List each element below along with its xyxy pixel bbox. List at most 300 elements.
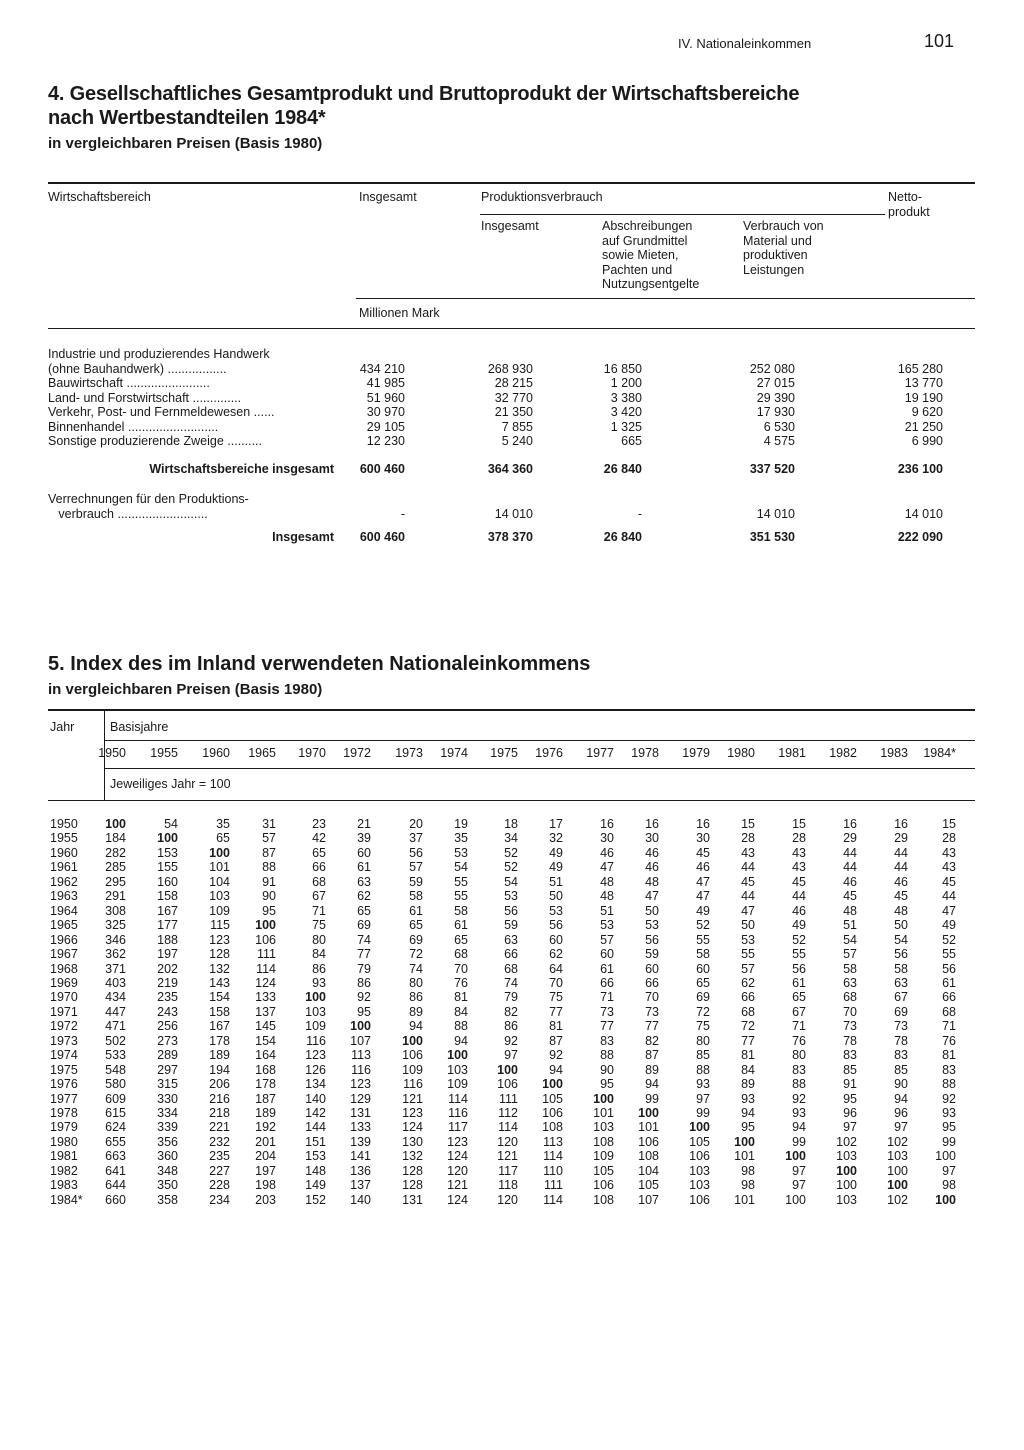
table5-cell: 48 bbox=[843, 903, 857, 918]
table5-cell: 92 bbox=[504, 1033, 518, 1048]
table5-cell: 108 bbox=[638, 1149, 659, 1164]
table4-cell: 3 420 bbox=[610, 405, 642, 419]
table5-cell: 72 bbox=[696, 1004, 710, 1019]
table5-cell: 62 bbox=[741, 975, 755, 990]
table5-cell: 83 bbox=[942, 1062, 956, 1077]
table5-cell: 97 bbox=[843, 1120, 857, 1135]
base-year-header: 1978 bbox=[631, 746, 659, 760]
table5-cell: 104 bbox=[638, 1163, 659, 1178]
table5-cell: 93 bbox=[696, 1077, 710, 1092]
table5-cell: 58 bbox=[843, 961, 857, 976]
table5-cell: 16 bbox=[696, 817, 710, 831]
table5-cell: 330 bbox=[157, 1091, 178, 1106]
table5-cell: 106 bbox=[542, 1106, 563, 1120]
table5-cell: 206 bbox=[209, 1077, 230, 1092]
table5-cell: 55 bbox=[454, 889, 468, 904]
table5-cell: 143 bbox=[209, 975, 230, 990]
table5-cell: 59 bbox=[645, 947, 659, 962]
table5-cell: 88 bbox=[600, 1048, 614, 1063]
table5-cell: 58 bbox=[894, 961, 908, 976]
table5-row-year: 1966 bbox=[50, 932, 78, 947]
table5-cell: 30 bbox=[645, 831, 659, 846]
table5-row-year: 1978 bbox=[50, 1106, 78, 1120]
table5-cell: 30 bbox=[696, 831, 710, 846]
table5-cell: 152 bbox=[305, 1192, 326, 1207]
table5-subtitle: in vergleichbaren Preisen (Basis 1980) bbox=[48, 681, 323, 698]
table5-cell: 52 bbox=[504, 845, 518, 860]
table5-cell: 120 bbox=[447, 1163, 468, 1178]
table5-cell: 47 bbox=[741, 903, 755, 918]
table5-cell: 362 bbox=[105, 947, 126, 962]
table5-row-year: 1969 bbox=[50, 975, 78, 990]
table5-cell: 95 bbox=[357, 1004, 371, 1019]
table5-cell: 105 bbox=[593, 1163, 614, 1178]
table5-cell: 153 bbox=[305, 1149, 326, 1164]
table5-cell: 198 bbox=[255, 1178, 276, 1193]
table5-row-year: 1980 bbox=[50, 1134, 78, 1149]
table5-cell: 100 bbox=[785, 1149, 806, 1164]
base-year-header: 1973 bbox=[395, 746, 423, 760]
table5-cell: 45 bbox=[741, 874, 755, 889]
table5-cell: 53 bbox=[504, 889, 518, 904]
table5-row-year: 1975 bbox=[50, 1062, 78, 1077]
table4-row-label: Insgesamt bbox=[272, 530, 334, 544]
table5-cell: 68 bbox=[843, 990, 857, 1005]
table5-cell: 77 bbox=[357, 947, 371, 962]
table5-cell: 65 bbox=[696, 975, 710, 990]
table5-cell: 235 bbox=[157, 990, 178, 1005]
table5-cell: 45 bbox=[696, 845, 710, 860]
table5-cell: 334 bbox=[157, 1106, 178, 1120]
table5-cell: 158 bbox=[209, 1004, 230, 1019]
table5-cell: 137 bbox=[255, 1004, 276, 1019]
table4-cell: 252 080 bbox=[749, 361, 795, 376]
table5-cell: 55 bbox=[696, 932, 710, 947]
table5-cell: 83 bbox=[843, 1048, 857, 1063]
table5-cell: 194 bbox=[209, 1062, 230, 1077]
table5-cell: 95 bbox=[262, 903, 276, 918]
table5-cell: 17 bbox=[549, 817, 563, 831]
table5-cell: 103 bbox=[836, 1149, 857, 1164]
table5-cell: 73 bbox=[645, 1004, 659, 1019]
table5-row-year: 1968 bbox=[50, 961, 78, 976]
table5-cell: 35 bbox=[216, 817, 230, 831]
table5-cell: 100 bbox=[350, 1019, 371, 1034]
table5-cell: 89 bbox=[409, 1004, 423, 1019]
table5-row-year: 1974 bbox=[50, 1048, 78, 1063]
table5-cell: 87 bbox=[262, 845, 276, 860]
table4-cell: 378 370 bbox=[487, 530, 533, 544]
table5-cell: 46 bbox=[645, 845, 659, 860]
table5-cell: 75 bbox=[696, 1019, 710, 1034]
table5-cell: 39 bbox=[357, 831, 371, 846]
table5-cell: 144 bbox=[305, 1120, 326, 1135]
table5-cell: 76 bbox=[942, 1033, 956, 1048]
table5-cell: 131 bbox=[350, 1106, 371, 1120]
table5-cell: 100 bbox=[734, 1134, 755, 1149]
table5-cell: 111 bbox=[256, 947, 276, 962]
table5-basis-rule bbox=[105, 740, 975, 741]
table5-cell: 50 bbox=[741, 918, 755, 933]
table4-cell: 28 215 bbox=[494, 376, 533, 390]
table5-cell: 16 bbox=[894, 817, 908, 831]
table5-cell: 60 bbox=[357, 845, 371, 860]
table5-cell: 28 bbox=[942, 831, 956, 846]
table5-cell: 67 bbox=[792, 1004, 806, 1019]
table4-title bbox=[48, 82, 808, 130]
table4-cell: 12 230 bbox=[366, 434, 405, 448]
table5-cell: 167 bbox=[157, 903, 178, 918]
table5-cell: 66 bbox=[504, 947, 518, 962]
table5-cell: 60 bbox=[696, 961, 710, 976]
table5-cell: 121 bbox=[447, 1178, 468, 1193]
table5-cell: 79 bbox=[504, 990, 518, 1005]
table5-cell: 184 bbox=[105, 831, 126, 846]
base-year-header: 1972 bbox=[343, 746, 371, 760]
base-year-header: 1976 bbox=[535, 746, 563, 760]
table5-cell: 20 bbox=[409, 817, 423, 831]
table5-cell: 94 bbox=[741, 1106, 755, 1120]
table5-cell: 15 bbox=[942, 817, 956, 831]
table5-cell: 140 bbox=[350, 1192, 371, 1207]
table5-cell: 106 bbox=[402, 1048, 423, 1063]
table5-cell: 339 bbox=[157, 1120, 178, 1135]
table5-cell: 97 bbox=[792, 1178, 806, 1193]
table5-cell: 109 bbox=[593, 1149, 614, 1164]
table5-cell: 44 bbox=[741, 889, 755, 904]
table5-cell: 100 bbox=[689, 1120, 710, 1135]
table5-cell: 308 bbox=[105, 903, 126, 918]
table5-cell: 88 bbox=[696, 1062, 710, 1077]
table5-cell: 105 bbox=[638, 1178, 659, 1193]
table5-cell: 49 bbox=[942, 918, 956, 933]
table5-cell: 43 bbox=[942, 860, 956, 875]
table5-cell: 132 bbox=[209, 961, 230, 976]
table5-cell: 100 bbox=[593, 1091, 614, 1106]
table5-cell: 103 bbox=[305, 1004, 326, 1019]
table5-cell: 52 bbox=[696, 918, 710, 933]
table5-row-year: 1967 bbox=[50, 947, 78, 962]
table4-cell: 32 770 bbox=[494, 390, 533, 405]
table5-cell: 84 bbox=[454, 1004, 468, 1019]
table5-cell: 89 bbox=[741, 1077, 755, 1092]
table5-cell: 123 bbox=[447, 1134, 468, 1149]
base-year-header: 1982 bbox=[829, 746, 857, 760]
table5-cell: 48 bbox=[600, 889, 614, 904]
table5-cell: 45 bbox=[894, 889, 908, 904]
base-year-header: 1983 bbox=[880, 746, 908, 760]
table5-cell: 100 bbox=[497, 1062, 518, 1077]
base-year-header: 1981 bbox=[778, 746, 806, 760]
table5-cell: 51 bbox=[549, 874, 563, 889]
table5-cell: 96 bbox=[894, 1106, 908, 1120]
table5-cell: 59 bbox=[409, 874, 423, 889]
table5-cell: 15 bbox=[792, 817, 806, 831]
table5-cell: 92 bbox=[942, 1091, 956, 1106]
table5-cell: 49 bbox=[549, 845, 563, 860]
table5-row-year: 1982 bbox=[50, 1163, 78, 1178]
table5-cell: 81 bbox=[454, 990, 468, 1005]
table5-cell: 104 bbox=[209, 874, 230, 889]
table5-cell: 128 bbox=[402, 1163, 423, 1178]
table5-cell: 137 bbox=[350, 1178, 371, 1193]
table5-cell: 103 bbox=[836, 1192, 857, 1207]
table5-cell: 54 bbox=[894, 932, 908, 947]
table5-cell: 434 bbox=[105, 990, 126, 1005]
table5-cell: 356 bbox=[157, 1134, 178, 1149]
table5-cell: 94 bbox=[894, 1091, 908, 1106]
table5-row-year: 1984* bbox=[50, 1192, 83, 1207]
table4-row-label: Verkehr, Post- und Fernmeldewesen ...... bbox=[48, 405, 275, 419]
table5-cell: 95 bbox=[942, 1120, 956, 1135]
table5-cell: 65 bbox=[216, 831, 230, 846]
table5-cell: 53 bbox=[741, 932, 755, 947]
table5-cell: 325 bbox=[105, 918, 126, 933]
table5-cell: 609 bbox=[105, 1091, 126, 1106]
table5-cell: 69 bbox=[409, 932, 423, 947]
table5-cell: 129 bbox=[350, 1091, 371, 1106]
table5-cell: 142 bbox=[305, 1106, 326, 1120]
table5-cell: 43 bbox=[942, 845, 956, 860]
table5-cell: 92 bbox=[357, 990, 371, 1005]
col-header-bereich: Wirtschaftsbereich bbox=[48, 190, 151, 204]
table5-cell: 471 bbox=[105, 1019, 126, 1034]
table5-cell: 54 bbox=[843, 932, 857, 947]
base-year-header: 1980 bbox=[727, 746, 755, 760]
table5-cell: 29 bbox=[843, 831, 857, 846]
table5-cell: 201 bbox=[255, 1134, 276, 1149]
table5-cell: 60 bbox=[600, 947, 614, 962]
table5-cell: 80 bbox=[792, 1048, 806, 1063]
table5-cell: 94 bbox=[454, 1033, 468, 1048]
table5-cell: 188 bbox=[157, 932, 178, 947]
table5-cell: 111 bbox=[543, 1178, 563, 1193]
table5-cell: 54 bbox=[504, 874, 518, 889]
table5-cell: 85 bbox=[894, 1062, 908, 1077]
table5-cell: 124 bbox=[402, 1120, 423, 1135]
table5-cell: 60 bbox=[549, 932, 563, 947]
table5-row-year: 1972 bbox=[50, 1019, 78, 1034]
table5-cell: 56 bbox=[409, 845, 423, 860]
table5-cell: 77 bbox=[600, 1019, 614, 1034]
table5-cell: 97 bbox=[696, 1091, 710, 1106]
table5-row-year: 1960 bbox=[50, 845, 78, 860]
table5-cell: 116 bbox=[403, 1077, 423, 1092]
table4-subtitle: in vergleichbaren Preisen (Basis 1980) bbox=[48, 135, 323, 152]
table5-cell: 46 bbox=[600, 845, 614, 860]
table5-cell: 114 bbox=[256, 961, 276, 976]
col-header-produktionsverbrauch: Produktionsverbrauch bbox=[481, 190, 603, 204]
table4-cell: 29 105 bbox=[366, 419, 405, 434]
table5-cell: 75 bbox=[549, 990, 563, 1005]
table5-cell: 62 bbox=[549, 947, 563, 962]
table4-cell: 6 990 bbox=[911, 434, 943, 448]
table5-cell: 358 bbox=[157, 1192, 178, 1207]
table4-row-label: Industrie und produzierendes Handwerk (ohne Bauhandwerk) ................. bbox=[48, 347, 270, 376]
table5-cell: 227 bbox=[209, 1163, 230, 1178]
table5-cell: 53 bbox=[600, 918, 614, 933]
table5-cell: 61 bbox=[454, 918, 468, 933]
table5-cell: 80 bbox=[696, 1033, 710, 1048]
table5-cell: 158 bbox=[157, 889, 178, 904]
table5-cell: 28 bbox=[792, 831, 806, 846]
col-header-insgesamt: Insgesamt bbox=[359, 190, 417, 204]
table5-cell: 97 bbox=[894, 1120, 908, 1135]
table5-cell: 76 bbox=[792, 1033, 806, 1048]
table5-cell: 282 bbox=[105, 845, 126, 860]
table5-cell: 111 bbox=[498, 1091, 518, 1106]
table5-cell: 624 bbox=[105, 1120, 126, 1135]
table5-cell: 70 bbox=[645, 990, 659, 1005]
table5-cell: 83 bbox=[600, 1033, 614, 1048]
table5-cell: 533 bbox=[105, 1048, 126, 1063]
table5-cell: 68 bbox=[741, 1004, 755, 1019]
table5-cell: 106 bbox=[689, 1192, 710, 1207]
table5-cell: 80 bbox=[409, 975, 423, 990]
table5-cell: 45 bbox=[942, 874, 956, 889]
table5-cell: 64 bbox=[549, 961, 563, 976]
table5-cell: 114 bbox=[448, 1091, 468, 1106]
table5-cell: 124 bbox=[447, 1192, 468, 1207]
table5-cell: 136 bbox=[350, 1163, 371, 1178]
table5-cell: 100 bbox=[887, 1178, 908, 1193]
table5-cell: 49 bbox=[696, 903, 710, 918]
table5-cell: 315 bbox=[157, 1077, 178, 1092]
table5-cell: 204 bbox=[255, 1149, 276, 1164]
table5-cell: 74 bbox=[504, 975, 518, 990]
base-year-header: 1950 bbox=[98, 746, 126, 760]
table5-cell: 85 bbox=[843, 1062, 857, 1077]
table5-cell: 187 bbox=[255, 1091, 276, 1106]
table5-cell: 123 bbox=[305, 1048, 326, 1063]
table5-cell: 86 bbox=[409, 990, 423, 1005]
table5-cell: 99 bbox=[942, 1134, 956, 1149]
table5-cell: 47 bbox=[696, 889, 710, 904]
table5-cell: 109 bbox=[305, 1019, 326, 1034]
table5-cell: 123 bbox=[402, 1106, 423, 1120]
table5-cell: 124 bbox=[255, 975, 276, 990]
table5-cell: 49 bbox=[549, 860, 563, 875]
table5-cell: 90 bbox=[894, 1077, 908, 1092]
table5-cell: 48 bbox=[645, 874, 659, 889]
table5-cell: 74 bbox=[357, 932, 371, 947]
table5-cell: 56 bbox=[942, 961, 956, 976]
table5-cell: 70 bbox=[843, 1004, 857, 1019]
table5-cell: 101 bbox=[209, 860, 230, 875]
basisjahre-label: Basisjahre bbox=[110, 720, 169, 734]
table5-cell: 115 bbox=[210, 918, 230, 933]
table5-cell: 103 bbox=[593, 1120, 614, 1135]
table5-cell: 155 bbox=[157, 860, 178, 875]
table4-cell: 14 010 bbox=[904, 506, 943, 521]
table5-cell: 88 bbox=[454, 1019, 468, 1034]
table5-cell: 139 bbox=[350, 1134, 371, 1149]
table5-cell: 154 bbox=[255, 1033, 276, 1048]
table5-cell: 109 bbox=[209, 903, 230, 918]
table5-cell: 100 bbox=[935, 1149, 956, 1164]
base-year-header: 1977 bbox=[586, 746, 614, 760]
table5-row-year: 1965 bbox=[50, 918, 78, 933]
table5-cell: 72 bbox=[741, 1019, 755, 1034]
table5-cell: 100 bbox=[935, 1192, 956, 1207]
table5-cell: 109 bbox=[447, 1077, 468, 1092]
table5-cell: 70 bbox=[454, 961, 468, 976]
table5-cell: 78 bbox=[843, 1033, 857, 1048]
table4-cell: 236 100 bbox=[897, 462, 943, 476]
table5-cell: 93 bbox=[312, 975, 326, 990]
table5-cell: 360 bbox=[157, 1149, 178, 1164]
table5-cell: 47 bbox=[696, 874, 710, 889]
table5-cell: 67 bbox=[312, 889, 326, 904]
table5-cell: 57 bbox=[741, 961, 755, 976]
base-year-header: 1960 bbox=[202, 746, 230, 760]
page-number: 101 bbox=[924, 31, 955, 51]
table5-cell: 228 bbox=[209, 1178, 230, 1193]
table5-cell: 84 bbox=[741, 1062, 755, 1077]
table5-cell: 65 bbox=[409, 918, 423, 933]
table5-cell: 102 bbox=[887, 1134, 908, 1149]
table5-cell: 55 bbox=[454, 874, 468, 889]
table5-cell: 100 bbox=[785, 1192, 806, 1207]
table5-cell: 91 bbox=[843, 1077, 857, 1092]
table5-cell: 124 bbox=[447, 1149, 468, 1164]
table5-cell: 107 bbox=[350, 1033, 371, 1048]
table5-row-year: 1955 bbox=[50, 831, 78, 846]
table5-cell: 101 bbox=[734, 1149, 755, 1164]
table5-cell: 53 bbox=[549, 903, 563, 918]
table4-cell: 351 530 bbox=[749, 530, 795, 544]
table5-cell: 43 bbox=[792, 860, 806, 875]
table5-cell: 85 bbox=[696, 1048, 710, 1063]
table5-cell: 103 bbox=[689, 1178, 710, 1193]
table5-cell: 65 bbox=[792, 990, 806, 1005]
table5-cell: 48 bbox=[600, 874, 614, 889]
table5-cell: 371 bbox=[105, 961, 126, 976]
table5-cell: 88 bbox=[792, 1077, 806, 1092]
table5-cell: 73 bbox=[600, 1004, 614, 1019]
table5-cell: 57 bbox=[600, 932, 614, 947]
table5-cell: 120 bbox=[497, 1192, 518, 1207]
table5-cell: 82 bbox=[645, 1033, 659, 1048]
table5-cell: 66 bbox=[741, 990, 755, 1005]
table5-cell: 47 bbox=[600, 860, 614, 875]
table5-cell: 219 bbox=[157, 975, 178, 990]
table5-cell: 94 bbox=[645, 1077, 659, 1092]
table5-cell: 96 bbox=[843, 1106, 857, 1120]
table5-cell: 107 bbox=[638, 1192, 659, 1207]
table5-top-rule bbox=[48, 709, 975, 711]
table5-cell: 102 bbox=[836, 1134, 857, 1149]
table5-cell: 50 bbox=[549, 889, 563, 904]
table5-cell: 100 bbox=[209, 845, 230, 860]
table5-cell: 69 bbox=[894, 1004, 908, 1019]
table5-cell: 58 bbox=[454, 903, 468, 918]
col-header-abschreibungen: Abschreibungen auf Grundmittel sowie Mieten, Pachten und Nutzungsentgelte bbox=[602, 219, 700, 291]
table5-cell: 56 bbox=[894, 947, 908, 962]
table5-cell: 99 bbox=[696, 1106, 710, 1120]
table5-cell: 192 bbox=[255, 1120, 276, 1135]
table5-cell: 117 bbox=[498, 1163, 518, 1178]
base-year-header: 1970 bbox=[298, 746, 326, 760]
table5-cell: 106 bbox=[255, 932, 276, 947]
table4-cell: 16 850 bbox=[603, 361, 642, 376]
table5-cell: 68 bbox=[454, 947, 468, 962]
table5-cell: 57 bbox=[262, 831, 276, 846]
table5-cell: 660 bbox=[105, 1192, 126, 1207]
table5-cell: 273 bbox=[157, 1033, 178, 1048]
table5-cell: 140 bbox=[305, 1091, 326, 1106]
table4-cell: 41 985 bbox=[366, 376, 405, 390]
